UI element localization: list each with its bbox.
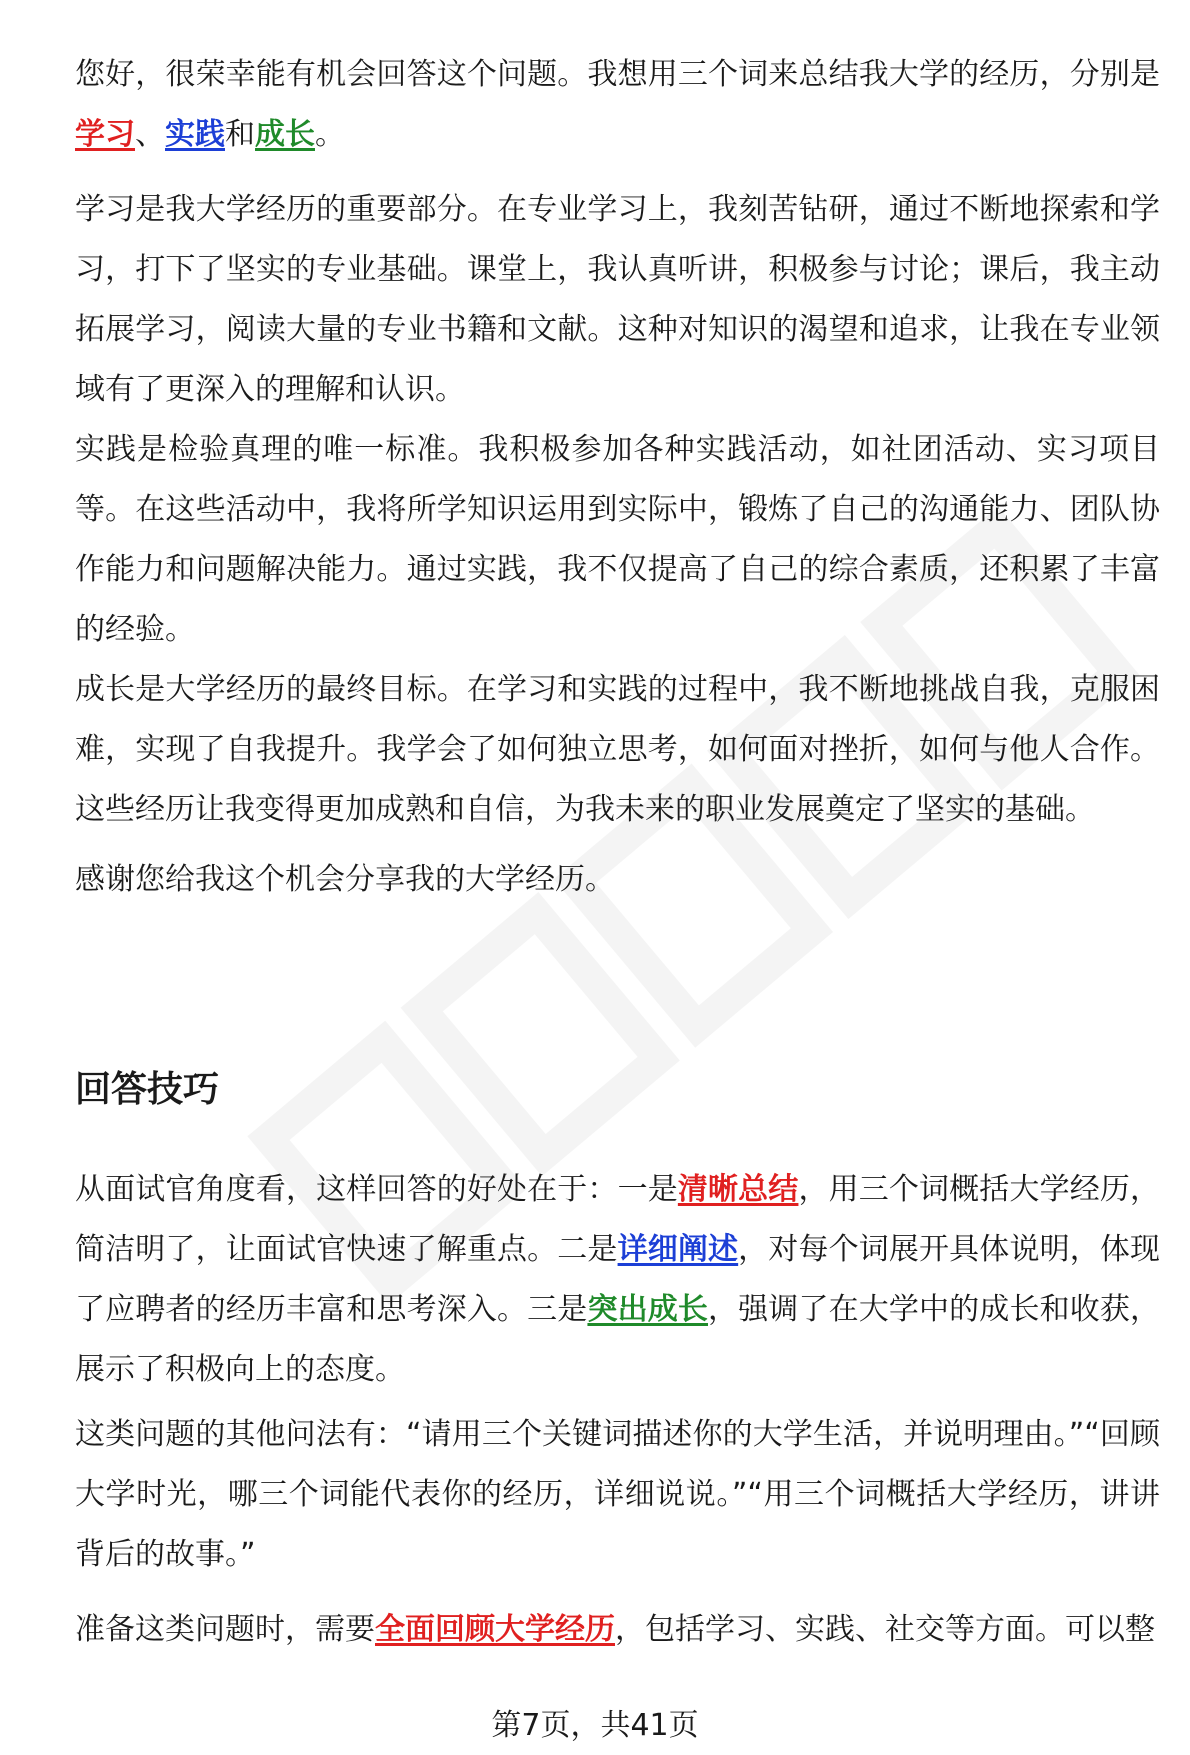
tips-text-a: 从面试官角度看，这样回答的好处在于：一是 xyxy=(75,1172,678,1207)
tips-text-d: ，强调了在大学中的成长和收获，展示了积极向上的态度。 xyxy=(75,1292,1161,1387)
intro-text: 您好，很荣幸能有机会回答这个问题。我想用三个词来总结我大学的经历，分别是 xyxy=(75,57,1160,92)
other-questions-paragraph: 这类问题的其他问法有：“请用三个关键词描述你的大学生活，并说明理由。”“回顾大学时光，哪三个词能代表你的经历，详细说说。”“用三个词概括大学经历，讲讲背后的故事。” xyxy=(75,1417,1160,1572)
keyword-growth: 成长 xyxy=(255,117,315,152)
thanks-paragraph: 感谢您给我这个机会分享我的大学经历。 xyxy=(75,862,615,897)
separator: 、 xyxy=(135,117,165,152)
prepare-text-a: 准备这类问题时，需要 xyxy=(75,1612,375,1647)
tip-keyword-detail: 详细阐述 xyxy=(617,1232,739,1267)
tip-keyword-summary: 清晰总结 xyxy=(677,1172,799,1207)
tips-paragraph xyxy=(75,1160,1160,1400)
prepare-text-b: ，包括学习、实践、社交等方面。可以整 xyxy=(615,1612,1155,1647)
prepare-keyword: 全面回顾大学经历 xyxy=(375,1612,615,1647)
learning-paragraph: 学习是我大学经历的重要部分。在专业学习上，我刻苦钻研，通过不断地探索和学习，打下了坚实的专业基础。课堂上，我认真听讲，积极参与讨论；课后，我主动拓展学习，阅读大量的专业书籍和文献。这种对知识的渴望和追求，让我在专业领域有了更深入的理解和认识。 xyxy=(75,192,1160,407)
intro-end: 。 xyxy=(315,117,345,152)
tips-text-b: ，用三个词概括大学经历，简洁明了，让面试官快速了解重点。二是 xyxy=(75,1172,1161,1267)
keyword-study: 学习 xyxy=(75,117,135,152)
growth-paragraph: 成长是大学经历的最终目标。在学习和实践的过程中，我不断地挑战自我，克服困难，实现了自我提升。我学会了如何独立思考，如何面对挫折，如何与他人合作。这些经历让我变得更加成熟和自信，为我未来的职业发展奠定了坚实的基础。 xyxy=(75,672,1160,827)
prepare-paragraph xyxy=(75,1600,1160,1660)
tips-text-c: ，对每个词展开具体说明，体现了应聘者的经历丰富和思考深入。三是 xyxy=(75,1232,1161,1327)
page-number: 第7页，共41页 xyxy=(491,1708,699,1743)
practice-paragraph: 实践是检验真理的唯一标准。我积极参加各种实践活动，如社团活动、实习项目等。在这些活动中，我将所学知识运用到实际中，锻炼了自己的沟通能力、团队协作能力和问题解决能力。通过实践，我不仅提高了自己的综合素质，还积累了丰富的经验。 xyxy=(75,432,1160,647)
intro-paragraph xyxy=(75,45,1160,165)
tip-keyword-growth: 突出成长 xyxy=(587,1292,709,1327)
keyword-practice: 实践 xyxy=(165,117,225,152)
conjunction: 和 xyxy=(225,117,255,152)
section-heading: 回答技巧 xyxy=(75,1069,220,1110)
